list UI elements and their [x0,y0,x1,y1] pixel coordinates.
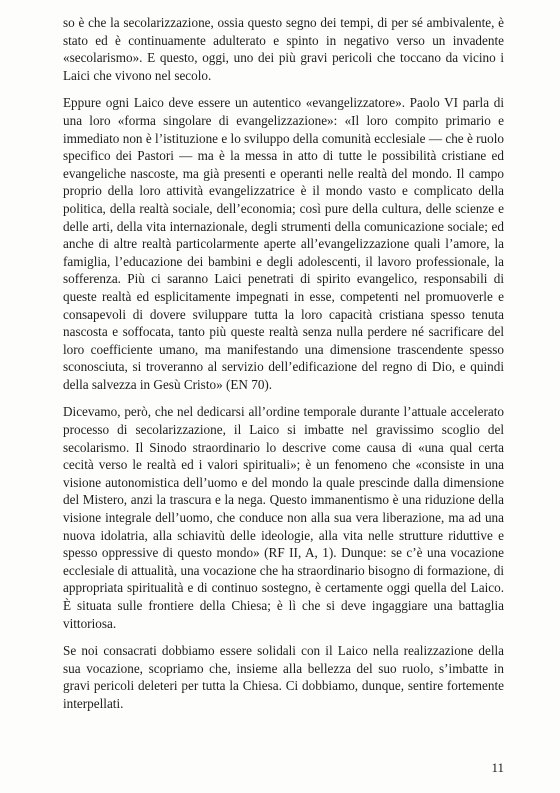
paragraph-1: so è che la secolarizzazione, ossia questo segno dei tempi, di per sé ambivalente, è stato ed è continuamente adulterato e spinto in negativo verso un invadente «secolarismo». E questo, oggi, uno dei più gravi pericoli che toccano da vicino i Laici che vivono nel secolo. [63,15,504,83]
page-number: 11 [491,760,504,775]
paragraph-3: Dicevamo, però, che nel dedicarsi all’ordine temporale durante l’attuale accelerato processo di secolarizzazione, il Laico si imbatte nel gravissimo scoglio del secolarismo. Il Sinodo straordinario lo descrive come causa di «una qual certa cecità verso le realtà ed i valori spirituali»; è un fenomeno che «consiste in una visione autonomistica dell’uomo e del mondo la quale prescinde dalla dimensione del Mistero, anzi la trascura e la nega. Questo immanentismo è una riduzione della visione integrale dell’uomo, che conduce non alla sua vera liberazione, ma ad una nuova idolatria, alla schiavitù delle ideologie, alla vita nelle strutture riduttive e spesso oppressive di questo mondo» (RF II, A, 1). Dunque: se c’è una vocazione ecclesiale di attualità, una vocazione che ha straordinario bisogno di formazione, di appropriata spiritualità e di continuo sostegno, è certamente oggi quella del Laico. È situata sulle frontiere della Chiesa; è lì che si deve ingaggiare una battaglia vittoriosa. [63,404,504,631]
paragraph-4: Se noi consacrati dobbiamo essere solidali con il Laico nella realizzazione della sua vocazione, scopriamo che, insieme alla bellezza del suo ruolo, s’imbatte in gravi pericoli deleteri per tutta la Chiesa. Ci dobbiamo, dunque, sentire fortemente interpellati. [63,643,504,711]
body-text [63,14,504,713]
paragraph-2: Eppure ogni Laico deve essere un autentico «evangelizzatore». Paolo VI parla di una loro «forma singolare di evangelizzazione»: «Il loro compito primario e immediato non è l’istituzione e lo sviluppo della comunità ecclesiale — che è ruolo specifico dei Pastori — ma è la messa in atto di tutte le possibilità cristiane ed evangeliche nascoste, ma già presenti e operanti nelle realtà del mondo. Il campo proprio della loro attività evangelizzatrice è il mondo vasto e complicato della politica, della realtà sociale, dell’economia; così pure della cultura, delle scienze e delle arti, della vita internazionale, degli strumenti della comunicazione sociale; ed anche di altre realtà particolarmente aperte all’evangelizzazione quali l’amore, la famiglia, l’educazione dei bambini e degli adolescenti, il lavoro professionale, la sofferenza. Più ci saranno Laici penetrati di spirito evangelico, responsabili di queste realtà ed esplicitamente impegnati in esse, competenti nel promuoverle e consapevoli di dovere sviluppare tutta la loro capacità cristiana spesso tenuta nascosta e soffocata, tanto più queste realtà senza nulla perdere né sacrificare del loro coefficiente umano, ma manifestando una dimensione trascendente spesso sconosciuta, si troveranno al servizio dell’edificazione del regno di Dio, e quindi della salvezza in Gesù Cristo» (EN 70). [63,95,504,392]
